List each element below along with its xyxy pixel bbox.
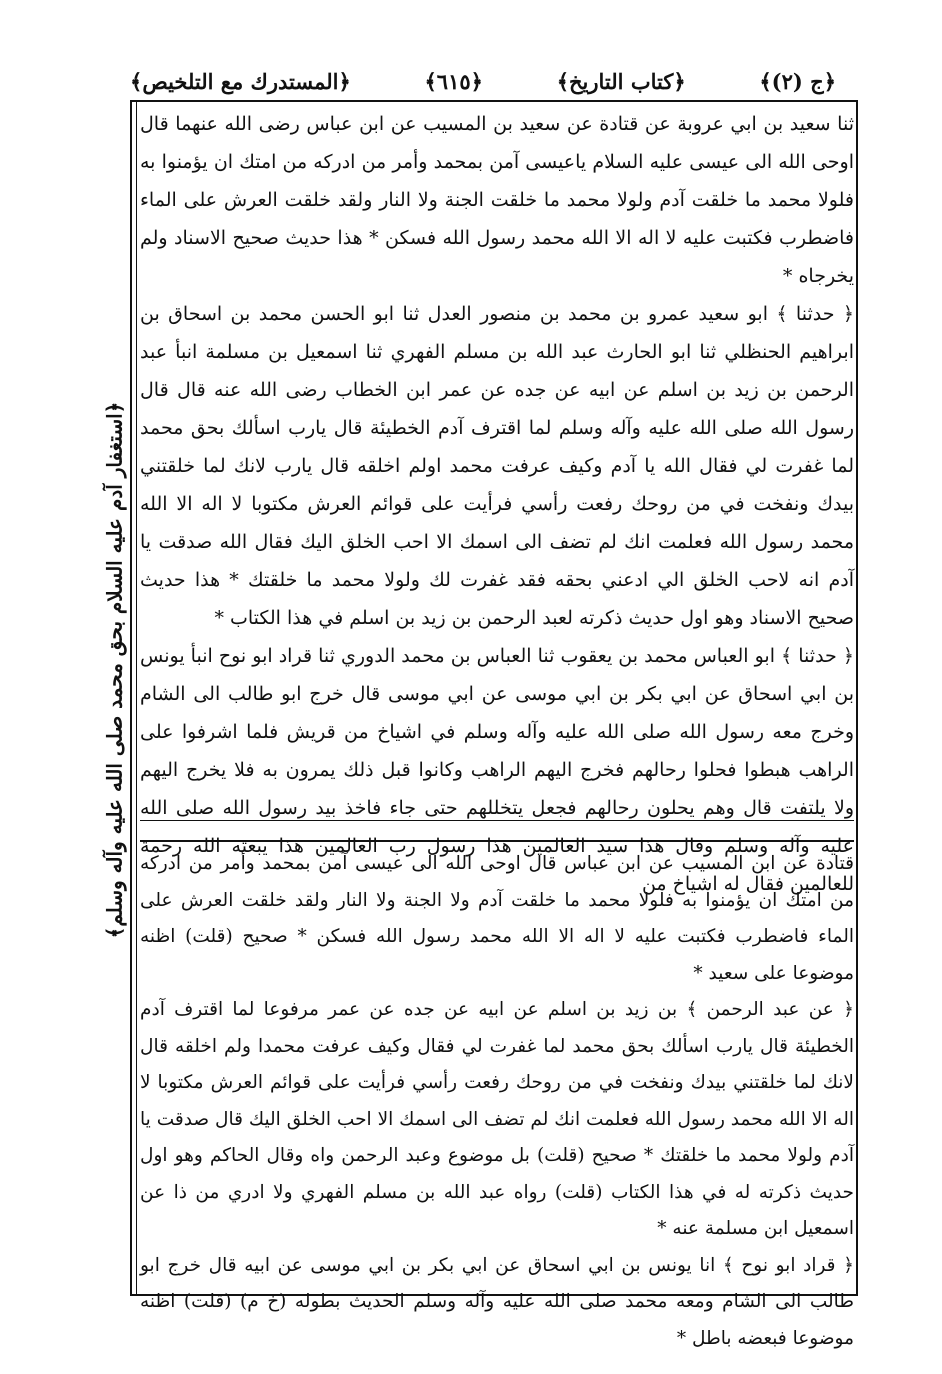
section-title: ﴿كتاب التاريخ﴾ [556,68,686,94]
volume-number: ﴿ج (٢)﴾ [759,68,836,94]
summary-paragraph: ﴿ عن عبد الرحمن ﴾ بن زيد بن اسلم عن ابيه عن جده عن عمر مرفوعا لما اقترف آدم الخطيئة قال يارب اسألك بحق محمد لما غفرت لي فقال وكيف عرفت محمدا ولم اخلقه قال لانك لما خلقتني بيدك ونفخت في من روحك رفعت رأسي فرأيت على قوائم العرش مكتوبا لا اله الا الله محمد رسول الله فعلمت انك لم تضف الى اسمك الا احب الخلق اليك قال صدقت يا آدم ولولا محمد ما خلقتك * صحيح (قلت) بل موضوع وعبد الرحمن واه وقال الحاكم وهو اول حديث ذكرته له في هذا الكتاب (قلت) رواه عبد الله بن مسلم الفهري ولا ادري من ذا عن اسمعيل ابن مسلمة عنه * [140,999,854,1239]
summary-paragraph: قتادة عن ابن المسيب عن ابن عباس قال اوحى الله الى عيسى آمن بمحمد وأمر من ادركه من امتك ان يؤمنوا به فلولا محمد ما خلقت آدم ولا الجنة ولا النار ولقد خلقت العرش على الماء فاضطرب فكتبت عليه لا اله الا الله محمد رسول الله فسكن * صحيح (قلت) اظنه موضوعا على سعيد * [140,853,854,984]
page-header [130,62,836,100]
frame-inner-rule [136,102,137,1294]
section-divider [140,820,854,821]
main-text-block [140,105,854,895]
summary-text-block [140,846,854,1349]
section-divider-thick [140,840,854,842]
main-paragraph: ثنا سعيد بن ابي عروبة عن قتادة عن سعيد بن المسيب عن ابن عباس رضى الله عنهما قال اوحى الله الى عيسى عليه السلام ياعيسى آمن بمحمد وأمر من ادركه من امتك ان يؤمنوا به فلولا محمد ما خلقت آدم ولولا محمد ما خلقت الجنة ولا النار ولقد خلقت العرش على الماء فاضطرب فكتبت عليه لا اله الا الله محمد رسول الله فسكن * هذا حديث صحيح الاسناد ولم يخرجاه * [140,113,854,287]
book-title: ﴿المستدرك مع التلخيص﴾ [130,68,351,94]
main-paragraph: ﴿ حدثنا ﴾ ابو سعيد عمرو بن محمد بن منصور العدل ثنا ابو الحسن محمد بن اسحاق بن ابراهيم الحنظلي ثنا ابو الحارث عبد الله بن مسلم الفهري ثنا اسمعيل بن مسلمة انبأ عبد الرحمن بن زيد بن اسلم عن ابيه عن جده عن عمر ابن الخطاب رضى الله عنه قال قال رسول الله صلى الله عليه وآله وسلم لما اقترف آدم الخطيئة قال يارب اسألك بحق محمد لما غفرت لي فقال الله يا آدم وكيف عرفت محمد اولم اخلقه قال يارب لانك لما خلقتني بيدك ونفخت في من روحك رفعت رأسي فرأيت على قوائم العرش مكتوبا لا اله الا الله محمد رسول الله فعلمت انك لم تضف الى اسمك الا احب الخلق اليك فقال الله صدقت يا آدم انه لاحب الخلق الي ادعني بحقه فقد غفرت لك ولولا محمد ما خلقتك * هذا حديث صحيح الاسناد وهو اول حديث ذكرته لعبد الرحمن بن زيد بن اسلم في هذا الكتاب * [140,303,854,629]
page-number: ﴿٦١٥﴾ [424,68,483,94]
margin-note-text: ﴿استغفار آدم عليه السلام بحق محمد صلى الله عليه وآله وسلم﴾ [102,401,127,939]
main-paragraph: ﴿ حدثنا ﴾ ابو العباس محمد بن يعقوب ثنا العباس بن محمد الدوري ثنا قراد ابو نوح انبأ يونس بن ابي اسحاق عن ابي بكر بن ابي موسى عن ابي موسى قال خرج ابو طالب الى الشام وخرج معه رسول الله صلى الله عليه وآله وسلم في اشياخ من قريش فلما اشرفوا على الراهب هبطوا فحلوا رحالهم فخرج اليهم الراهب وكانوا قبل ذلك يمرون به فلا يخرج اليهم ولا يلتفت قال وهم يحلون رحالهم فجعل يتخللهم حتى جاء فاخذ بيد رسول الله صلى الله عليه وآله وسلم وقال هذا سيد العالمين هذا رسول رب العالمين هذا يبعثه الله رحمة للعالمين فقال له اشياخ من [140,645,854,895]
margin-note [98,330,130,1010]
summary-paragraph: ﴿ قراد ابو نوح ﴾ انا يونس بن ابي اسحاق عن ابي بكر بن ابي موسى عن ابيه قال خرج ابو طالب الى الشام ومعه محمد صلى الله عليه وآله وسلم الحديث بطوله (خ م) (قلت) اظنه موضوعا فبعضه باطل * [140,1254,854,1349]
